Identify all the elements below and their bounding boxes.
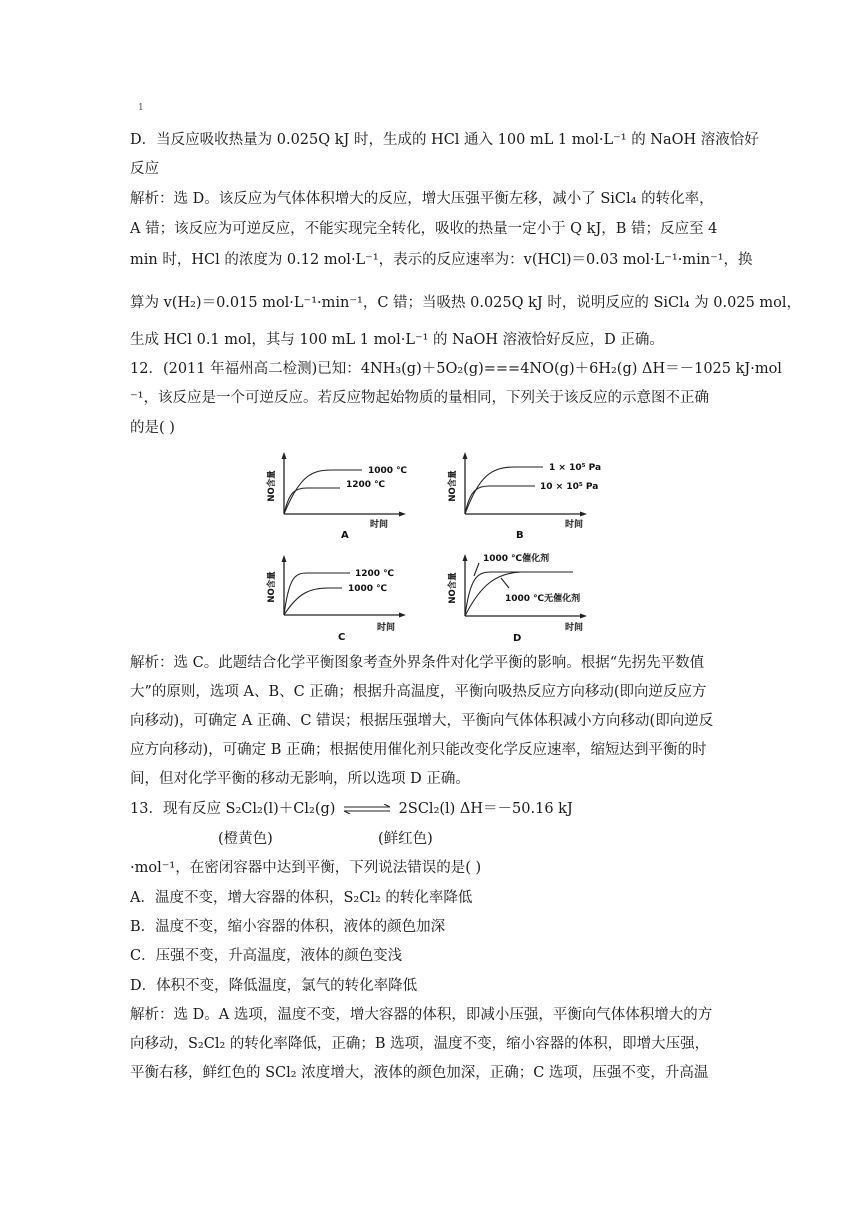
x-axis-label: 时间 [565, 623, 584, 633]
curve-lower-label: 10 × 10⁵ Pa [540, 482, 599, 492]
q11-analysis-line: A 错；该反应为可逆反应，不能实现完全转化，吸收的热量一定小于 Q kJ，B 错；反应至 4 [130, 221, 718, 237]
q11-option-d-line2: 反应 [130, 161, 159, 177]
x-axis-label: 时间 [565, 520, 584, 530]
q12-analysis-line: 解析：选 C。此题结合化学平衡图象考查外界条件对化学平衡的影响。根据“先拐先平数值 [130, 655, 705, 671]
q13-stem-left: 13．现有反应 S₂Cl₂(l)＋Cl₂(g) [130, 801, 336, 817]
curve-lower [284, 488, 340, 514]
q11-analysis-line: 生成 HCl 0.1 mol，其与 100 mL 1 mol·L⁻¹ 的 NaOH 溶液恰好反应，D 正确。 [130, 332, 664, 348]
q12-analysis-line: 间，但对化学平衡的移动无影响，所以选项 D 正确。 [130, 771, 470, 787]
figure-caption: B [516, 530, 524, 541]
q13-option-c: C．压强不变，升高温度，液体的颜色变浅 [130, 948, 403, 964]
q11-option-d-line1: D．当反应吸收热量为 0.025Q kJ 时，生成的 HCl 通入 100 mL 1 mol·L⁻¹ 的 NaOH 溶液恰好 [130, 132, 759, 148]
q13-option-a: A．温度不变，增大容器的体积，S₂Cl₂ 的转化率降低 [130, 890, 473, 906]
curve-upper-label: 1200 ℃ [355, 569, 395, 579]
q13-stem-right: 2SCl₂(l) ΔH＝－50.16 kJ [398, 801, 573, 817]
q13-option-b: B．温度不变，缩小容器的体积，液体的颜色加深 [130, 919, 446, 935]
curve-upper-label: 1000 ℃催化剂 [483, 554, 550, 564]
y-axis-label: NO含量 [448, 470, 458, 502]
x-axis-label: 时间 [377, 623, 396, 633]
y-axis-label: NO含量 [448, 572, 458, 604]
pointer-line [474, 563, 479, 576]
q11-analysis-line: 算为 v(H₂)＝0.015 mol·L⁻¹·min⁻¹，C 错；当吸热 0.025Q kJ 时，说明反应的 SiCl₄ 为 0.025 mol， [130, 295, 802, 311]
curve-lower [284, 588, 342, 615]
q13-analysis-line: 平衡右移，鲜红色的 SCl₂ 浓度增大，液体的颜色加深，正确；C 选项，压强不变，升高温 [130, 1065, 709, 1081]
curve-upper [465, 467, 543, 514]
curve-upper-label: 1 × 10⁵ Pa [549, 463, 602, 473]
q13-color-right: (鲜红色) [378, 831, 433, 847]
figure-caption: C [338, 632, 346, 643]
curve-lower [465, 486, 535, 514]
q12-stem-line2: ⁻¹，该反应是一个可逆反应。若反应物起始物质的量相同，下列关于该反应的示意图不正确 [130, 390, 709, 406]
q12-analysis-line: 向移动)，可确定 A 正确、C 错误；根据压强增大，平衡向气体体积减小方向移动(即向逆反 [130, 713, 714, 729]
figure-a [262, 450, 432, 545]
x-axis-label: 时间 [370, 520, 389, 530]
pointer-line [501, 578, 509, 588]
curve-lower-label: 1200 ℃ [346, 480, 386, 490]
q12-analysis-line: 大”的原则，选项 A、B、C 正确；根据升高温度，平衡向吸热反应方向移动(即向逆反应方 [130, 684, 707, 700]
q12-analysis-line: 应方向移动)，可确定 B 正确；根据使用催化剂只能改变化学反应速率，缩短达到平衡的时 [130, 742, 707, 758]
figure-caption: D [513, 633, 522, 644]
equilibrium-arrow-icon [340, 804, 394, 814]
curve-lower-label: 1000 ℃无催化剂 [505, 594, 581, 604]
curve-lower-label: 1000 ℃ [348, 584, 388, 594]
q12-stem-line1: 12．(2011 年福州高二检测)已知：4NH₃(g)＋5O₂(g)===4NO(g)＋6H₂(g) ΔH＝－1025 kJ·mol [130, 361, 782, 377]
q13-stem-line3: ·mol⁻¹，在密闭容器中达到平衡，下列说法错误的是( ) [130, 860, 482, 876]
q13-analysis-line: 向移动，S₂Cl₂ 的转化率降低，正确；B 选项，温度不变，缩小容器的体积，即增大压强， [130, 1036, 710, 1052]
q11-analysis-line: 解析：选 D。该反应为气体体积增大的反应，增大压强平衡左移，减小了 SiCl₄ 的转化率， [130, 191, 714, 207]
figure-caption: A [341, 530, 349, 541]
q13-stem-line1 [130, 799, 573, 819]
figure-b [443, 450, 613, 545]
q13-analysis-line: 解析：选 D。A 选项，温度不变，增大容器的体积，即减小压强，平衡向气体体积增大的方 [130, 1007, 713, 1023]
curve-upper [284, 573, 350, 615]
page-mark: 1 [138, 103, 144, 113]
q13-color-left: (橙黄色) [218, 831, 273, 847]
q11-analysis-line: min 时，HCl 的浓度为 0.12 mol·L⁻¹，表示的反应速率为：v(HCl)＝0.03 mol·L⁻¹·min⁻¹，换 [130, 252, 753, 268]
figure-d [443, 548, 613, 648]
q13-option-d: D．体积不变，降低温度，氯气的转化率降低 [130, 978, 418, 994]
curve-upper [284, 470, 362, 514]
y-axis-label: NO含量 [267, 470, 277, 502]
y-axis-label: NO含量 [267, 571, 277, 603]
figure-c [262, 553, 432, 648]
curve-upper-label: 1000 ℃ [368, 466, 408, 476]
q12-stem-line3: 的是( ) [130, 420, 175, 436]
